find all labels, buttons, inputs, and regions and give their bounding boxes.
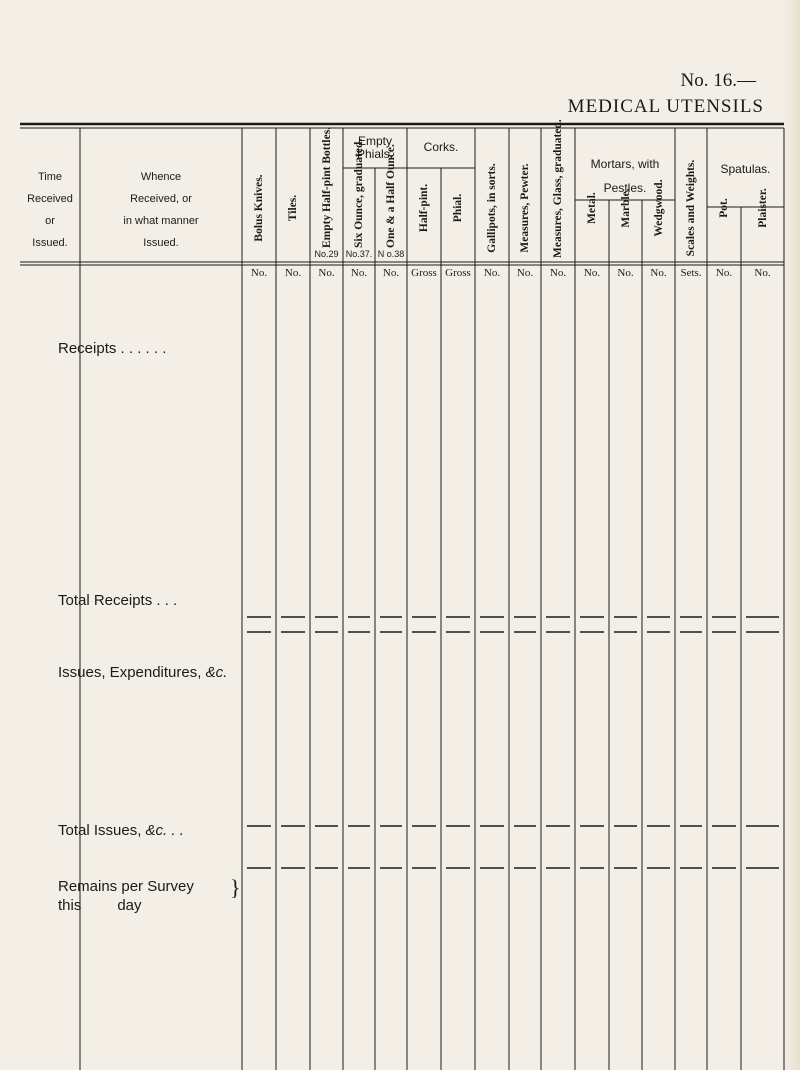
time-header-line-2: Received bbox=[27, 193, 73, 205]
column-unit: Sets. bbox=[680, 267, 702, 279]
column-label: Bolus Knives. bbox=[253, 174, 265, 242]
empty-phials-header: Empty Phials. bbox=[356, 134, 394, 161]
column-unit: No. bbox=[549, 267, 567, 279]
column-catalog-number: N o.38 bbox=[377, 249, 405, 259]
spatulas-header: Spatulas. bbox=[720, 162, 771, 176]
whence-header bbox=[86, 166, 236, 254]
mortars-header-line-2: Pestles. bbox=[603, 181, 647, 195]
column-unit: No. bbox=[250, 267, 268, 279]
column-unit: Gross bbox=[411, 267, 437, 279]
column-label: Tiles. bbox=[287, 194, 299, 222]
column-label: Empty Half-pint Bottles. bbox=[320, 126, 333, 248]
row-issues bbox=[58, 664, 227, 681]
remains-brace: } bbox=[230, 875, 241, 900]
column-unit: No. bbox=[284, 267, 302, 279]
row-remains-day: day bbox=[117, 897, 142, 914]
row-total-issues-text: Total Issues, bbox=[58, 822, 146, 839]
column-unit: No. bbox=[754, 267, 771, 279]
time-header-line-4: Issued. bbox=[32, 237, 68, 249]
column-label: Scales and Weights. bbox=[685, 159, 697, 257]
form-title: MEDICAL UTENSILS bbox=[567, 96, 764, 117]
column-label: Marble. bbox=[619, 188, 632, 228]
column-unit: No. bbox=[350, 267, 368, 279]
mortars-header-line-1: Mortars, with bbox=[590, 157, 660, 171]
column-label: Half-pint. bbox=[418, 183, 430, 233]
form-number: No. 16.— bbox=[680, 70, 756, 91]
whence-header-line-3: in what manner bbox=[123, 215, 199, 227]
whence-header-line-2: Received, or bbox=[130, 193, 192, 205]
row-issues-etc: &c. bbox=[205, 664, 228, 681]
column-label: Measures, Pewter. bbox=[519, 163, 531, 253]
column-label: Metal. bbox=[586, 192, 598, 224]
whence-header-line-4: Issued. bbox=[143, 237, 179, 249]
row-issues-text: Issues, Expenditures, bbox=[58, 664, 206, 681]
row-receipts: Receipts . . . . . . bbox=[58, 340, 167, 357]
column-catalog-number: No.29 bbox=[314, 249, 339, 259]
column-unit: No. bbox=[583, 267, 601, 279]
column-unit: No. bbox=[318, 267, 335, 279]
column-label: Plaister. bbox=[756, 188, 769, 228]
row-total-issues-etc: &c. . . bbox=[145, 822, 184, 839]
column-label: Pot. bbox=[718, 198, 730, 218]
row-total-receipts: Total Receipts . . . bbox=[58, 592, 178, 609]
corks-header: Corks. bbox=[423, 140, 459, 154]
column-unit: No. bbox=[617, 267, 634, 279]
column-unit: Gross bbox=[445, 267, 471, 279]
column-unit: No. bbox=[382, 267, 400, 279]
column-unit: No. bbox=[516, 267, 534, 279]
row-remains-this: this bbox=[58, 897, 82, 914]
row-total-issues bbox=[58, 822, 184, 839]
column-label: One & a Half Ounce. bbox=[385, 144, 397, 248]
column-catalog-number: No.37. bbox=[345, 249, 373, 259]
column-unit: No. bbox=[483, 267, 501, 279]
column-unit: No. bbox=[650, 267, 667, 279]
column-label: Measures, Glass, graduated. bbox=[552, 119, 564, 258]
time-header bbox=[22, 166, 78, 254]
whence-header-line-1: Whence bbox=[140, 171, 182, 183]
column-unit: No. bbox=[715, 267, 733, 279]
column-label: Six Ounce, graduated. bbox=[353, 138, 365, 248]
time-header-line-3: or bbox=[45, 215, 55, 227]
row-remains bbox=[58, 877, 194, 915]
row-remains-line-2 bbox=[58, 896, 194, 915]
column-label: Gallipots, in sorts. bbox=[486, 163, 498, 253]
column-label: Wedgwood. bbox=[652, 179, 665, 237]
row-remains-line-1: Remains per Survey bbox=[58, 878, 194, 895]
column-label: Phial. bbox=[452, 193, 464, 223]
time-header-line-1: Time bbox=[37, 171, 63, 183]
